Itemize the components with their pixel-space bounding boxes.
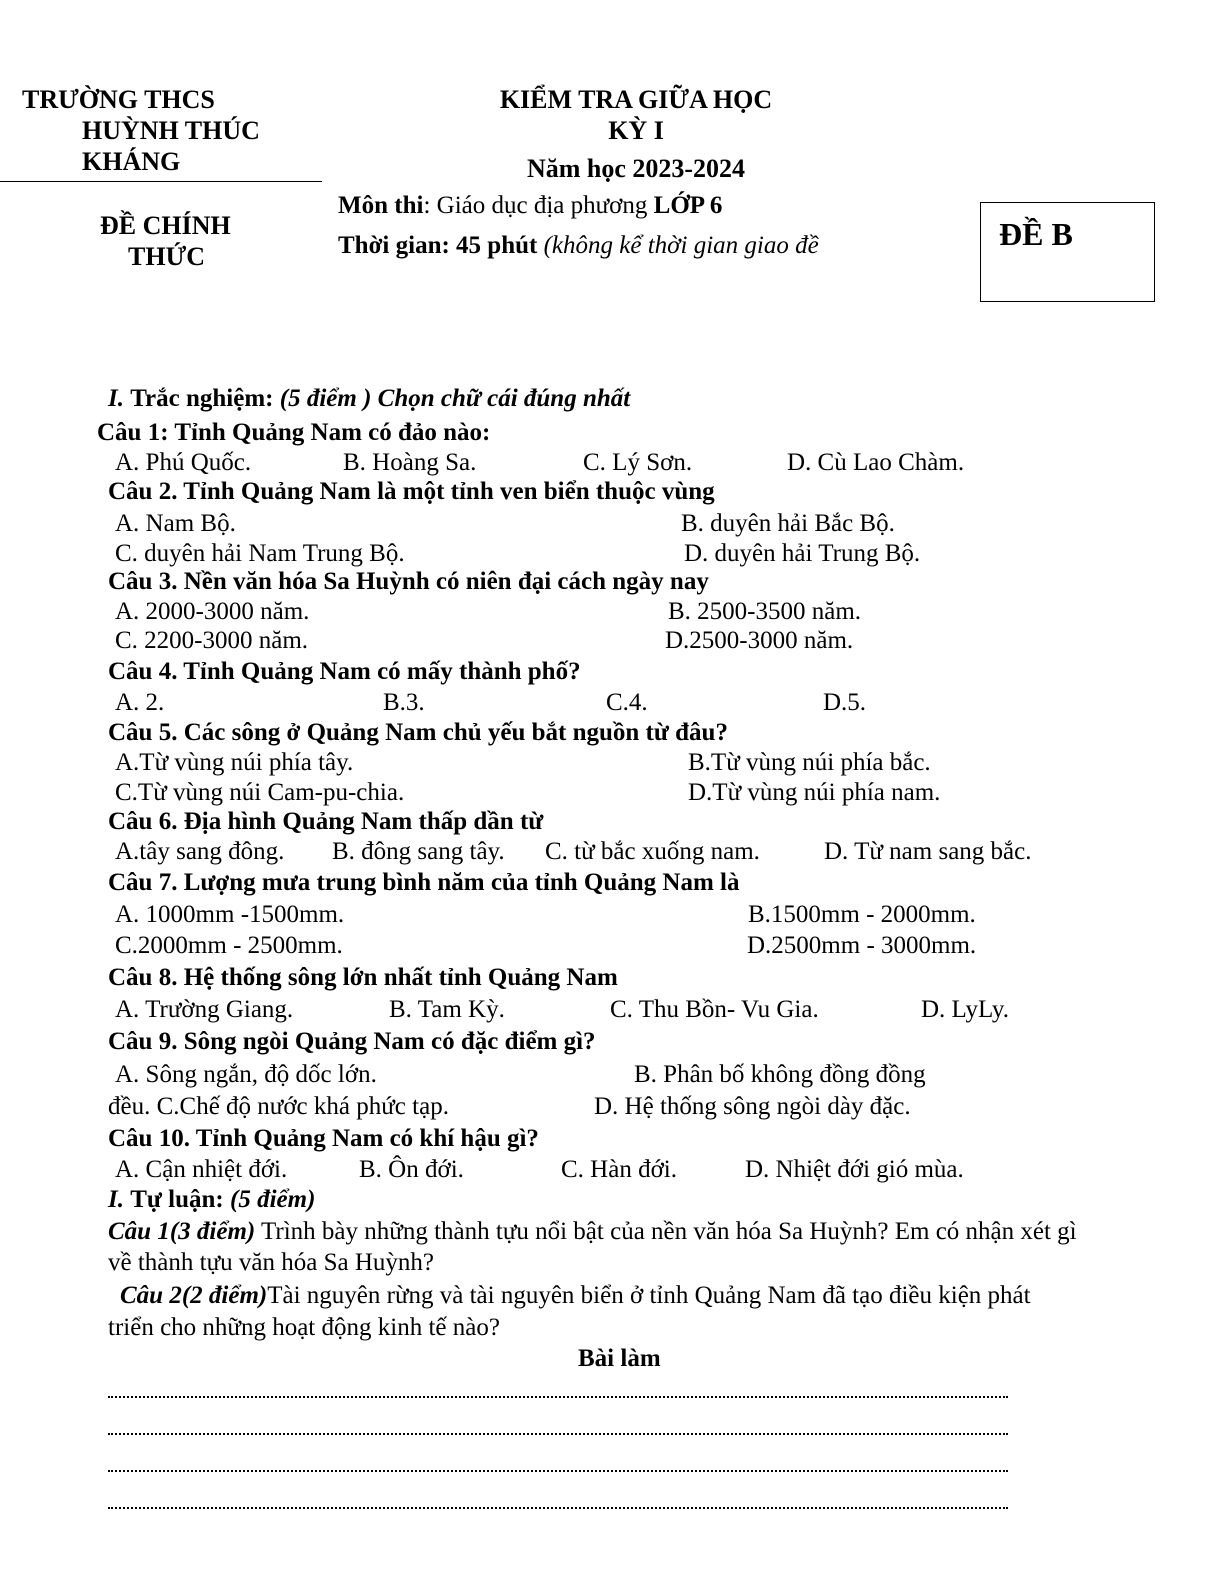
q2-option-a: A. Nam Bộ. (115, 510, 236, 537)
exam-code-box (980, 202, 1155, 302)
subject-grade: LỚP 6 (653, 192, 723, 219)
question-10: Câu 10. Tỉnh Quảng Nam có khí hậu gì? (108, 1125, 539, 1152)
time-label: Thời gian (338, 232, 442, 259)
question-8: Câu 8. Hệ thống sông lớn nhất tỉnh Quảng Nam (108, 964, 618, 991)
question-4: Câu 4. Tỉnh Quảng Nam có mấy thành phố? (108, 658, 581, 685)
subject-label: Môn thi (338, 192, 424, 219)
question-5: Câu 5. Các sông ở Quảng Nam chủ yếu bắt nguồn từ đâu? (108, 719, 728, 746)
q7-option-c: C.2000mm - 2500mm. (115, 932, 343, 959)
essay-question-2-line2: triển cho những hoạt động kinh tế nào? (108, 1314, 500, 1341)
official-label-line2: THỨC (128, 242, 206, 271)
q9-option-a: A. Sông ngắn, độ dốc lớn. (115, 1061, 377, 1088)
essay-q1-text: Trình bày những thành tựu nổi bật của nền văn hóa Sa Huỳnh? Em có nhận xét gì (255, 1218, 1077, 1245)
q9-option-d: D. Hệ thống sông ngòi dày đặc. (594, 1093, 911, 1120)
essay-q2-label: Câu 2(2 điểm) (120, 1282, 268, 1309)
essay-q1-label: Câu 1(3 điểm) (108, 1218, 256, 1245)
q8-option-b: B. Tam Kỳ. (389, 996, 505, 1023)
q7-option-a: A. 1000mm -1500mm. (115, 901, 345, 928)
q3-option-c: C. 2200-3000 năm. (115, 627, 309, 654)
time-line (338, 231, 819, 261)
q4-option-a: A. 2. (115, 689, 165, 716)
q9-option-b: B. Phân bố không đồng đồng (634, 1061, 926, 1088)
school-name-line2: HUỲNH THÚC (82, 116, 260, 145)
subject-line (338, 191, 722, 221)
q1-option-b: B. Hoàng Sa. (343, 449, 477, 476)
q3-option-d: D.2500-3000 năm. (665, 627, 854, 654)
section1-prefix: I. (108, 385, 131, 412)
q5-option-c: C.Từ vùng núi Cam-pu-chia. (115, 779, 405, 806)
question-2: Câu 2. Tỉnh Quảng Nam là một tỉnh ven biển thuộc vùng (108, 478, 715, 505)
section1-note: (5 điểm ) Chọn chữ cái đúng nhất (279, 385, 631, 412)
essay-question-1-line2: về thành tựu văn hóa Sa Huỳnh? (108, 1249, 434, 1276)
question-3: Câu 3. Nền văn hóa Sa Huỳnh có niên đại cách ngày nay (108, 568, 709, 595)
time-value: : 45 phút (441, 232, 538, 259)
school-year: Năm học 2023-2024 (526, 154, 746, 183)
answer-line-1 (108, 1396, 1008, 1398)
question-6: Câu 6. Địa hình Quảng Nam thấp dần từ (108, 808, 544, 835)
time-note: (không kể thời gian giao đề (537, 232, 819, 259)
q10-option-c: C. Hàn đới. (561, 1156, 677, 1183)
q4-option-b: B.3. (383, 689, 425, 716)
q2-option-b: B. duyên hải Bắc Bộ. (681, 510, 895, 537)
section2-prefix: I. (108, 1186, 131, 1213)
q8-option-a: A. Trường Giang. (115, 996, 294, 1023)
question-9: Câu 9. Sông ngòi Quảng Nam có đặc điểm gì? (108, 1028, 596, 1055)
q2-option-d: D. duyên hải Trung Bộ. (684, 540, 921, 567)
q8-option-d: D. LyLy. (921, 996, 1009, 1023)
q3-option-a: A. 2000-3000 năm. (115, 598, 310, 625)
answer-line-4 (108, 1507, 1008, 1509)
exam-title-line1: KIỂM TRA GIỮA HỌC (499, 85, 773, 114)
q5-option-a: A.Từ vùng núi phía tây. (115, 749, 354, 776)
essay-question-1-line1 (108, 1217, 1077, 1247)
section2-heading (108, 1185, 315, 1215)
q10-option-a: A. Cận nhiệt đới. (115, 1156, 288, 1183)
q8-option-c: C. Thu Bồn- Vu Gia. (610, 996, 819, 1023)
q5-option-b: B.Từ vùng núi phía bắc. (688, 749, 931, 776)
q10-option-d: D. Nhiệt đới gió mùa. (745, 1156, 964, 1183)
section2-note: (5 điểm) (230, 1186, 316, 1213)
q10-option-b: B. Ôn đới. (359, 1156, 464, 1183)
q4-option-c: C.4. (606, 689, 648, 716)
q7-option-d: D.2500mm - 3000mm. (747, 932, 977, 959)
school-name-line1: TRƯỜNG THCS (22, 85, 215, 114)
q9-option-c: đều. C.Chế độ nước khá phức tạp. (108, 1093, 449, 1120)
q1-option-a: A. Phú Quốc. (115, 449, 252, 476)
essay-q2-text: Tài nguyên rừng và tài nguyên biển ở tỉnh Quảng Nam đã tạo điều kiện phát (267, 1282, 1031, 1309)
exam-title-line2: KỲ I (608, 116, 664, 145)
answer-heading: Bài làm (578, 1345, 661, 1372)
q3-option-b: B. 2500-3500 năm. (668, 598, 862, 625)
q1-option-c: C. Lý Sơn. (583, 449, 693, 476)
official-label-line1: ĐỀ CHÍNH (100, 211, 231, 240)
q6-option-b: B. đông sang tây. (332, 838, 505, 865)
q6-option-a: A.tây sang đông. (115, 838, 285, 865)
q4-option-d: D.5. (823, 689, 867, 716)
section2-title: Tự luận: (130, 1186, 230, 1213)
q6-option-c: C. từ bắc xuống nam. (545, 838, 760, 865)
section1-heading (108, 384, 630, 414)
q5-option-d: D.Từ vùng núi phía nam. (688, 779, 941, 806)
subject-value: : Giáo dục địa phương (423, 192, 654, 219)
exam-code: ĐỀ B (999, 216, 1073, 252)
question-1: Câu 1: Tỉnh Quảng Nam có đảo nào: (97, 419, 491, 446)
q2-option-c: C. duyên hải Nam Trung Bộ. (115, 540, 405, 567)
essay-question-2-line1 (120, 1281, 1031, 1311)
question-7: Câu 7. Lượng mưa trung bình năm của tỉnh Quảng Nam là (108, 869, 740, 896)
answer-line-2 (108, 1433, 1008, 1435)
q6-option-d: D. Từ nam sang bắc. (824, 838, 1032, 865)
section1-title: Trắc nghiệm: (130, 385, 280, 412)
q1-option-d: D. Cù Lao Chàm. (787, 449, 965, 476)
answer-line-3 (108, 1470, 1008, 1472)
q7-option-b: B.1500mm - 2000mm. (748, 901, 976, 928)
header-divider (0, 181, 322, 182)
school-name-line3: KHÁNG (82, 147, 181, 176)
